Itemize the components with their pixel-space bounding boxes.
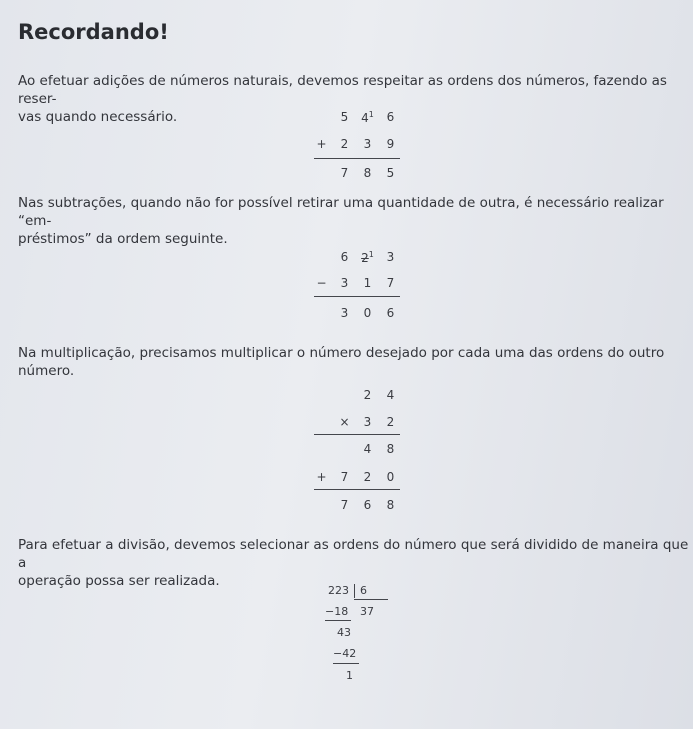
division-text-line-2: operação possa ser realizada. xyxy=(18,573,220,589)
subtraction-text-line-1: Nas subtrações, quando não for possível retirar uma quantidade de outra, é necessário realizar “em- xyxy=(18,195,664,229)
subtraction-operation xyxy=(310,250,400,330)
subtraction-top-digit: 3 xyxy=(386,250,395,264)
product-line xyxy=(314,434,400,435)
subtraction-bottom-digit: 3 xyxy=(340,276,349,290)
division-paragraph xyxy=(18,536,693,590)
addition-text-line-2: vas quando necessário. xyxy=(18,109,178,125)
multiplication-bottom-digit: 2 xyxy=(386,415,395,429)
dividend: 223 xyxy=(328,584,349,597)
multiplication-text-line-1: Na multiplicação, precisamos multiplicar o número desejado por cada uma das ordens do outro xyxy=(18,345,665,361)
addition-bottom-digit: 9 xyxy=(386,137,395,151)
division-bracket-vertical xyxy=(354,584,355,598)
plus-operator: + xyxy=(316,137,327,151)
division-bracket-horizontal xyxy=(354,599,388,600)
sum-line xyxy=(314,158,400,159)
partial-product-digit: 4 xyxy=(363,442,372,456)
multiplication-result-digit: 7 xyxy=(340,498,349,512)
borrow-mark: 1 xyxy=(368,250,374,259)
subtraction-bottom-digit: 1 xyxy=(363,276,372,290)
addition-bottom-digit: 3 xyxy=(363,137,372,151)
addition-result-digit: 5 xyxy=(386,166,395,180)
addition-result-digit: 8 xyxy=(363,166,372,180)
first-subtraction: −18 xyxy=(325,605,349,618)
division-line xyxy=(333,663,359,664)
subtraction-result-digit: 3 xyxy=(340,306,349,320)
subtraction-result-digit: 6 xyxy=(386,306,395,320)
partial-product-digit: 2 xyxy=(363,470,372,484)
addition-top-digit: 5 xyxy=(340,110,349,124)
addition-text-line-1: Ao efetuar adições de números naturais, devemos respeitar as ordens dos números, fazendo as reser- xyxy=(18,73,667,107)
multiplication-top-digit: 4 xyxy=(386,388,395,402)
page-title: Recordando! xyxy=(18,20,169,44)
quotient: 37 xyxy=(360,605,374,618)
second-subtraction: −42 xyxy=(333,647,357,660)
multiplication-operation xyxy=(310,388,400,518)
addition-top-digit: $4^1$ xyxy=(361,110,374,125)
addition-top-digit: 6 xyxy=(386,110,395,124)
multiplication-bottom-digit: 3 xyxy=(363,415,372,429)
multiplication-result-digit: 6 xyxy=(363,498,372,512)
minus-operator: − xyxy=(316,276,327,290)
multiplication-text-line-2: número. xyxy=(18,363,75,379)
carry-mark: 1 xyxy=(368,110,374,119)
division-operation xyxy=(318,584,398,694)
sum-line xyxy=(314,489,400,490)
multiplication-top-digit: 2 xyxy=(363,388,372,402)
times-operator: × xyxy=(339,415,350,429)
remainder: 1 xyxy=(346,669,353,682)
addition-result-digit: 7 xyxy=(340,166,349,180)
partial-remainder: 43 xyxy=(337,626,351,639)
difference-line xyxy=(314,296,400,297)
partial-product-digit: 0 xyxy=(386,470,395,484)
addition-bottom-digit: 2 xyxy=(340,137,349,151)
subtraction-bottom-digit: 7 xyxy=(386,276,395,290)
division-line xyxy=(325,620,351,621)
subtraction-top-digit: 6 xyxy=(340,250,349,264)
partial-product-digit: 8 xyxy=(386,442,395,456)
addition-operation xyxy=(310,110,400,190)
subtraction-paragraph xyxy=(18,194,693,248)
subtraction-result-digit: 0 xyxy=(363,306,372,320)
partial-product-digit: 7 xyxy=(340,470,349,484)
division-text-line-1: Para efetuar a divisão, devemos selecionar as ordens do número que será dividido de maneira que a xyxy=(18,537,689,571)
plus-operator: + xyxy=(316,470,327,484)
subtraction-text-line-2: préstimos” da ordem seguinte. xyxy=(18,231,228,247)
multiplication-result-digit: 8 xyxy=(386,498,395,512)
divisor: 6 xyxy=(360,584,367,597)
multiplication-paragraph xyxy=(18,344,664,380)
subtraction-top-digit: $2^1$ xyxy=(361,250,374,265)
